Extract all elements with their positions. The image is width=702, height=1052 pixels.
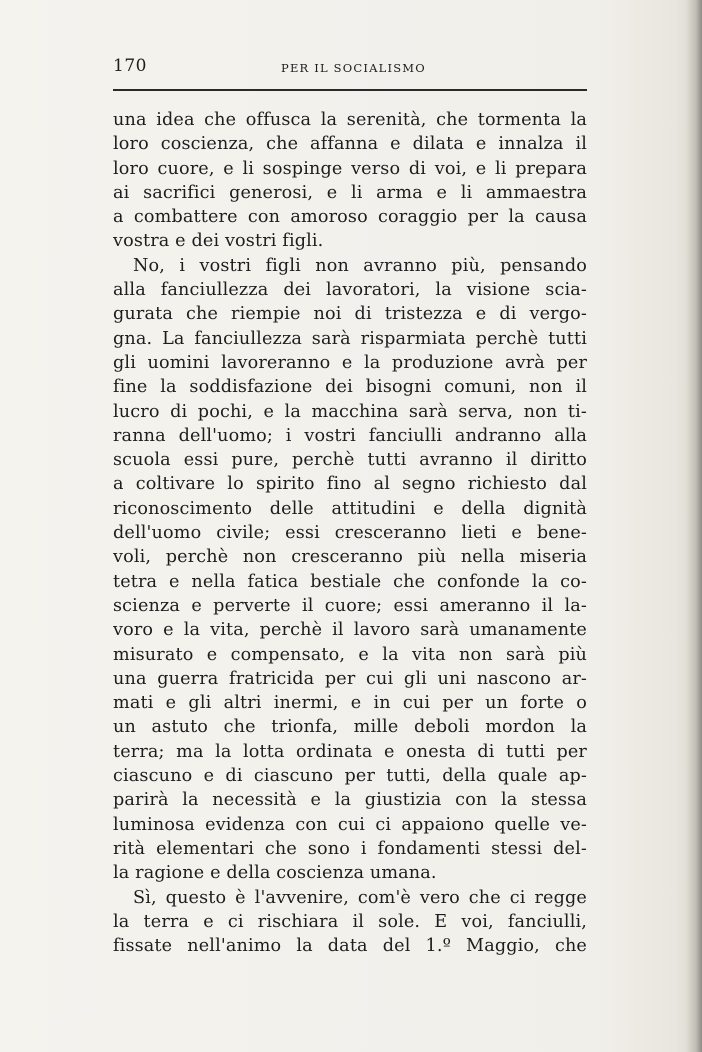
text-line: misurato e compensato, e la vita non sarà più — [113, 644, 587, 665]
text-line: loro cuore, e li sospinge verso di voi, e li prepara — [113, 158, 587, 179]
header-rule — [113, 89, 587, 91]
text-line: a coltivare lo spirito fino al segno richiesto dal — [113, 474, 587, 495]
text-line: mati e gli altri inermi, e in cui per un forte o — [113, 693, 587, 714]
text-line: voli, perchè non cresceranno più nella miseria — [113, 547, 587, 568]
text-line: ranna dell'uomo; i vostri fanciulli andranno alla — [113, 425, 587, 446]
text-line: No, i vostri figli non avranno più, pensando — [133, 255, 587, 276]
text-line: a combattere con amoroso coraggio per la causa — [113, 207, 587, 228]
text-line: la terra e ci rischiara il sole. E voi, fanciulli, — [113, 911, 587, 932]
text-line: fissate nell'animo la data del 1.º Maggio, che — [113, 936, 587, 957]
text-line: gna. La fanciullezza sarà risparmiata perchè tutti — [113, 328, 587, 349]
text-line: luminosa evidenza con cui ci appaiono quelle ve- — [113, 814, 587, 835]
text-line: fine la soddisfazione dei bisogni comuni, non il — [113, 377, 587, 398]
text-line: vostra e dei vostri figli. — [113, 231, 324, 252]
text-line: rità elementari che sono i fondamenti stessi del- — [113, 838, 587, 859]
text-line: riconoscimento delle attitudini e della dignità — [113, 498, 587, 519]
text-line: una idea che offusca la serenità, che tormenta la — [113, 110, 587, 130]
text-line: una guerra fratricida per cui gli uni nascono ar- — [113, 668, 587, 689]
text-line: ai sacrifici generosi, e li arma e li ammaestra — [113, 182, 587, 203]
text-line: ciascuno e di ciascuno per tutti, della quale ap- — [113, 766, 587, 787]
text-line: dell'uomo civile; essi cresceranno lieti e bene- — [113, 523, 587, 544]
text-line: tetra e nella fatica bestiale che confonde la co- — [113, 571, 587, 592]
text-line: la ragione e della coscienza umana. — [113, 863, 437, 884]
text-line: loro coscienza, che affanna e dilata e innalza il — [113, 134, 587, 155]
text-line: scuola essi pure, perchè tutti avranno il diritto — [113, 450, 587, 471]
text-line: voro e la vita, perchè il lavoro sarà umanamente — [113, 620, 587, 641]
text-line: gurata che riempie noi di tristezza e di vergo- — [113, 304, 587, 325]
text-line: terra; ma la lotta ordinata e onesta di tutti per — [113, 741, 587, 762]
text-line: scienza e perverte il cuore; essi ameranno il la- — [113, 595, 587, 616]
page-edge-shadow — [686, 0, 702, 1052]
text-line: alla fanciullezza dei lavoratori, la visione scia- — [113, 280, 587, 301]
body-text — [113, 108, 587, 958]
page-number: 170 — [113, 56, 147, 76]
page-header — [113, 56, 587, 86]
text-line: lucro di pochi, e la macchina sarà serva, non ti- — [113, 401, 587, 422]
text-line: un astuto che trionfa, mille deboli mordon la — [113, 717, 587, 738]
text-line: parirà la necessità e la giustizia con la stessa — [113, 790, 587, 811]
running-title: PER IL SOCIALISMO — [281, 61, 426, 75]
text-line: Sì, questo è l'avvenire, com'è vero che ci regge — [133, 887, 587, 908]
text-line: gli uomini lavoreranno e la produzione avrà per — [113, 352, 587, 373]
